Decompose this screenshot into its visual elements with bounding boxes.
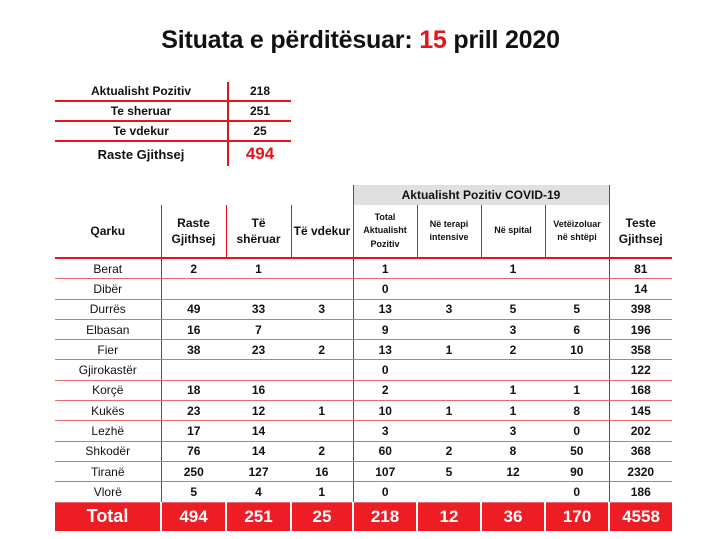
summary-value: 251 bbox=[228, 101, 291, 121]
table-cell: 3 bbox=[353, 421, 417, 441]
table-cell: 12 bbox=[481, 461, 545, 481]
table-cell bbox=[291, 421, 353, 441]
table-row bbox=[55, 319, 672, 339]
region-name: Shkodër bbox=[55, 441, 161, 461]
table-cell: 10 bbox=[545, 340, 609, 360]
table-cell: 5 bbox=[481, 299, 545, 319]
table-cell bbox=[417, 380, 481, 400]
title-prefix: Situata e përditësuar: bbox=[161, 26, 413, 54]
col-terapi: Në terapi intensive bbox=[417, 205, 481, 258]
page-title bbox=[0, 26, 721, 55]
table-cell: 4 bbox=[226, 482, 291, 502]
col-total-pozitiv: Total Aktualisht Pozitiv bbox=[353, 205, 417, 258]
table-cell: 2 bbox=[291, 340, 353, 360]
table-cell: 81 bbox=[609, 258, 672, 279]
table-cell: 60 bbox=[353, 441, 417, 461]
table-cell: 76 bbox=[161, 441, 226, 461]
table-cell: 16 bbox=[291, 461, 353, 481]
table-cell: 196 bbox=[609, 319, 672, 339]
summary-row bbox=[55, 121, 291, 141]
table-cell: 90 bbox=[545, 461, 609, 481]
col-sheruar: Të shëruar bbox=[226, 205, 291, 258]
table-cell: 2320 bbox=[609, 461, 672, 481]
table-row bbox=[55, 299, 672, 319]
total-cell: 4558 bbox=[609, 502, 672, 531]
table-cell: 1 bbox=[291, 482, 353, 502]
total-cell: 170 bbox=[545, 502, 609, 531]
table-row bbox=[55, 258, 672, 279]
region-name: Vlorë bbox=[55, 482, 161, 502]
summary-value: 25 bbox=[228, 121, 291, 141]
table-cell: 186 bbox=[609, 482, 672, 502]
col-raste: Raste Gjithsej bbox=[161, 205, 226, 258]
total-label: Total bbox=[55, 502, 161, 531]
table-cell: 3 bbox=[481, 421, 545, 441]
table-cell: 50 bbox=[545, 441, 609, 461]
table-cell: 23 bbox=[226, 340, 291, 360]
summary-row-total bbox=[55, 141, 291, 166]
table-cell bbox=[291, 258, 353, 279]
regions-table bbox=[55, 185, 672, 531]
table-cell bbox=[417, 421, 481, 441]
table-cell bbox=[161, 360, 226, 380]
table-cell: 12 bbox=[226, 401, 291, 421]
table-cell bbox=[226, 279, 291, 299]
table-cell: 14 bbox=[226, 421, 291, 441]
table-cell: 7 bbox=[226, 319, 291, 339]
col-teste: Teste Gjithsej bbox=[609, 205, 672, 258]
table-cell bbox=[291, 360, 353, 380]
table-cell: 2 bbox=[291, 441, 353, 461]
region-name: Korçë bbox=[55, 380, 161, 400]
region-name: Lezhë bbox=[55, 421, 161, 441]
summary-label: Aktualisht Pozitiv bbox=[55, 82, 228, 101]
table-cell bbox=[291, 279, 353, 299]
total-cell: 25 bbox=[291, 502, 353, 531]
table-cell: 398 bbox=[609, 299, 672, 319]
table-cell: 0 bbox=[353, 360, 417, 380]
table-cell bbox=[481, 482, 545, 502]
table-row bbox=[55, 340, 672, 360]
table-row bbox=[55, 482, 672, 502]
table-cell: 49 bbox=[161, 299, 226, 319]
table-cell: 8 bbox=[481, 441, 545, 461]
table-cell: 6 bbox=[545, 319, 609, 339]
table-cell: 14 bbox=[226, 441, 291, 461]
table-cell: 18 bbox=[161, 380, 226, 400]
region-name: Elbasan bbox=[55, 319, 161, 339]
table-cell bbox=[417, 482, 481, 502]
table-cell: 2 bbox=[353, 380, 417, 400]
table-cell: 33 bbox=[226, 299, 291, 319]
table-cell: 368 bbox=[609, 441, 672, 461]
table-cell: 1 bbox=[545, 380, 609, 400]
table-cell: 5 bbox=[545, 299, 609, 319]
table-cell: 202 bbox=[609, 421, 672, 441]
region-name: Gjirokastër bbox=[55, 360, 161, 380]
table-cell: 0 bbox=[545, 482, 609, 502]
table-cell: 1 bbox=[417, 340, 481, 360]
col-vdekur: Të vdekur bbox=[291, 205, 353, 258]
table-cell: 107 bbox=[353, 461, 417, 481]
table-cell: 38 bbox=[161, 340, 226, 360]
table-cell: 3 bbox=[417, 299, 481, 319]
table-cell bbox=[291, 380, 353, 400]
region-name: Durrës bbox=[55, 299, 161, 319]
total-cell: 251 bbox=[226, 502, 291, 531]
title-suffix: prill 2020 bbox=[453, 26, 560, 54]
table-cell bbox=[417, 258, 481, 279]
total-cell: 36 bbox=[481, 502, 545, 531]
table-cell: 0 bbox=[353, 279, 417, 299]
summary-value: 218 bbox=[228, 82, 291, 101]
table-cell: 2 bbox=[161, 258, 226, 279]
table-cell: 0 bbox=[353, 482, 417, 502]
table-cell: 122 bbox=[609, 360, 672, 380]
table-cell bbox=[161, 279, 226, 299]
table-cell: 3 bbox=[291, 299, 353, 319]
table-cell: 1 bbox=[481, 380, 545, 400]
title-day: 15 bbox=[419, 26, 447, 54]
total-cell: 494 bbox=[161, 502, 226, 531]
col-qarku: Qarku bbox=[55, 205, 161, 258]
table-cell: 145 bbox=[609, 401, 672, 421]
table-cell: 0 bbox=[545, 421, 609, 441]
table-cell: 16 bbox=[226, 380, 291, 400]
group-header-row bbox=[55, 185, 672, 205]
table-row bbox=[55, 421, 672, 441]
table-cell: 358 bbox=[609, 340, 672, 360]
region-name: Dibër bbox=[55, 279, 161, 299]
table-cell bbox=[545, 279, 609, 299]
table-cell bbox=[417, 360, 481, 380]
table-row bbox=[55, 441, 672, 461]
table-cell: 8 bbox=[545, 401, 609, 421]
summary-row bbox=[55, 101, 291, 121]
table-cell: 1 bbox=[291, 401, 353, 421]
table-cell: 1 bbox=[481, 258, 545, 279]
summary-row bbox=[55, 82, 291, 101]
table-cell: 5 bbox=[161, 482, 226, 502]
table-cell: 9 bbox=[353, 319, 417, 339]
table-cell: 5 bbox=[417, 461, 481, 481]
summary-label: Te vdekur bbox=[55, 121, 228, 141]
table-cell bbox=[481, 360, 545, 380]
col-spital: Në spital bbox=[481, 205, 545, 258]
region-name: Berat bbox=[55, 258, 161, 279]
header-row bbox=[55, 205, 672, 258]
table-cell bbox=[545, 360, 609, 380]
table-cell: 127 bbox=[226, 461, 291, 481]
table-row bbox=[55, 461, 672, 481]
group-header: Aktualisht Pozitiv COVID-19 bbox=[353, 185, 609, 205]
table-row bbox=[55, 380, 672, 400]
table-cell: 14 bbox=[609, 279, 672, 299]
total-cell: 218 bbox=[353, 502, 417, 531]
table-cell: 17 bbox=[161, 421, 226, 441]
table-row bbox=[55, 401, 672, 421]
table-cell: 2 bbox=[481, 340, 545, 360]
summary-label: Te sheruar bbox=[55, 101, 228, 121]
table-cell: 1 bbox=[226, 258, 291, 279]
table-cell: 13 bbox=[353, 299, 417, 319]
total-row bbox=[55, 502, 672, 531]
table-cell: 3 bbox=[481, 319, 545, 339]
table-cell: 250 bbox=[161, 461, 226, 481]
table-cell: 2 bbox=[417, 441, 481, 461]
region-name: Tiranë bbox=[55, 461, 161, 481]
summary-table bbox=[55, 82, 291, 166]
table-cell bbox=[226, 360, 291, 380]
table-cell: 23 bbox=[161, 401, 226, 421]
table-cell: 10 bbox=[353, 401, 417, 421]
table-cell bbox=[481, 279, 545, 299]
table-row bbox=[55, 360, 672, 380]
table-cell: 1 bbox=[353, 258, 417, 279]
col-vetizoluar: Vetëizoluar në shtëpi bbox=[545, 205, 609, 258]
table-row bbox=[55, 279, 672, 299]
region-name: Fier bbox=[55, 340, 161, 360]
table-cell: 13 bbox=[353, 340, 417, 360]
table-cell bbox=[291, 319, 353, 339]
table-cell: 168 bbox=[609, 380, 672, 400]
table-cell: 1 bbox=[481, 401, 545, 421]
summary-value: 494 bbox=[245, 144, 275, 163]
table-cell bbox=[417, 319, 481, 339]
total-cell: 12 bbox=[417, 502, 481, 531]
table-cell bbox=[417, 279, 481, 299]
region-name: Kukës bbox=[55, 401, 161, 421]
summary-label: Raste Gjithsej bbox=[55, 141, 228, 166]
table-cell: 16 bbox=[161, 319, 226, 339]
table-cell bbox=[545, 258, 609, 279]
table-cell: 1 bbox=[417, 401, 481, 421]
